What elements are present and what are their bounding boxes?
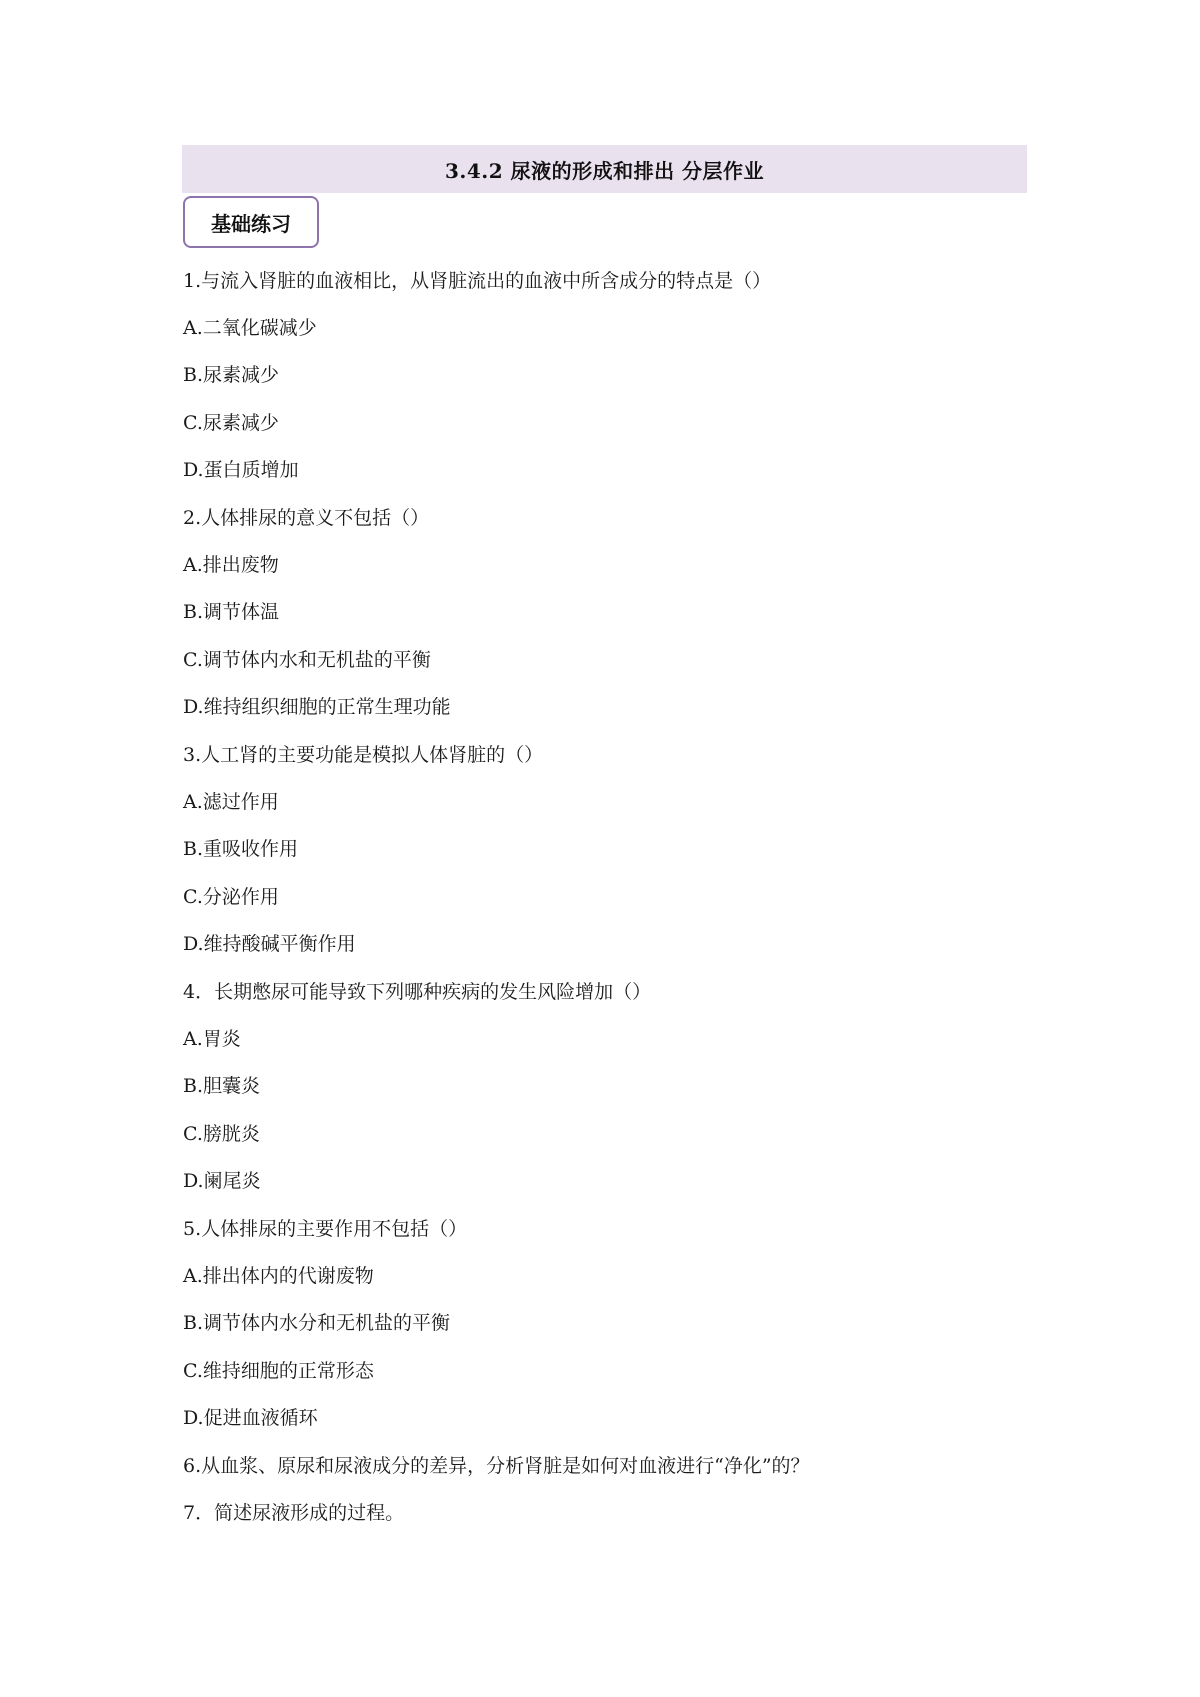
question-stem: 6.从血浆、原尿和尿液成分的差异，分析肾脏是如何对血液进行“净化”的？ [183, 1455, 810, 1477]
question-option: C.分泌作用 [183, 886, 279, 908]
question-stem: 2.人体排尿的意义不包括（） [183, 507, 430, 529]
question-option: A.滤过作用 [183, 791, 279, 813]
question-option: B.尿素减少 [183, 364, 280, 386]
question-option: B.胆囊炎 [183, 1075, 261, 1097]
question-option: C.膀胱炎 [183, 1123, 260, 1145]
question-option: C.尿素减少 [183, 412, 279, 434]
section-label: 基础练习 [211, 211, 291, 236]
question-option: B.调节体内水分和无机盐的平衡 [183, 1312, 451, 1334]
question-option: D.阑尾炎 [183, 1170, 261, 1192]
question-option: D.蛋白质增加 [183, 459, 299, 481]
question-option: A.排出体内的代谢废物 [183, 1265, 374, 1287]
question-stem: 1.与流入肾脏的血液相比，从肾脏流出的血液中所含成分的特点是（） [183, 270, 772, 292]
question-stem: 5.人体排尿的主要作用不包括（） [183, 1218, 468, 1240]
question-stem: 7．简述尿液形成的过程。 [183, 1502, 405, 1524]
question-option: B.调节体温 [183, 601, 280, 623]
question-option: A.二氧化碳减少 [183, 317, 317, 339]
question-stem: 4．长期憋尿可能导致下列哪种疾病的发生风险增加（） [183, 981, 652, 1003]
question-option: A.胃炎 [183, 1028, 241, 1050]
page-title: 3.4.2 尿液的形成和排出 分层作业 [444, 158, 765, 183]
question-option: D.促进血液循环 [183, 1407, 318, 1429]
question-option: D.维持酸碱平衡作用 [183, 933, 356, 955]
question-option: A.排出废物 [183, 554, 279, 576]
question-option: D.维持组织细胞的正常生理功能 [183, 696, 451, 718]
question-option: C.调节体内水和无机盐的平衡 [183, 649, 431, 671]
question-option: B.重吸收作用 [183, 838, 299, 860]
page-title-bar [182, 145, 1027, 193]
section-badge [183, 196, 319, 248]
question-stem: 3.人工肾的主要功能是模拟人体肾脏的（） [183, 744, 544, 766]
question-option: C.维持细胞的正常形态 [183, 1360, 374, 1382]
